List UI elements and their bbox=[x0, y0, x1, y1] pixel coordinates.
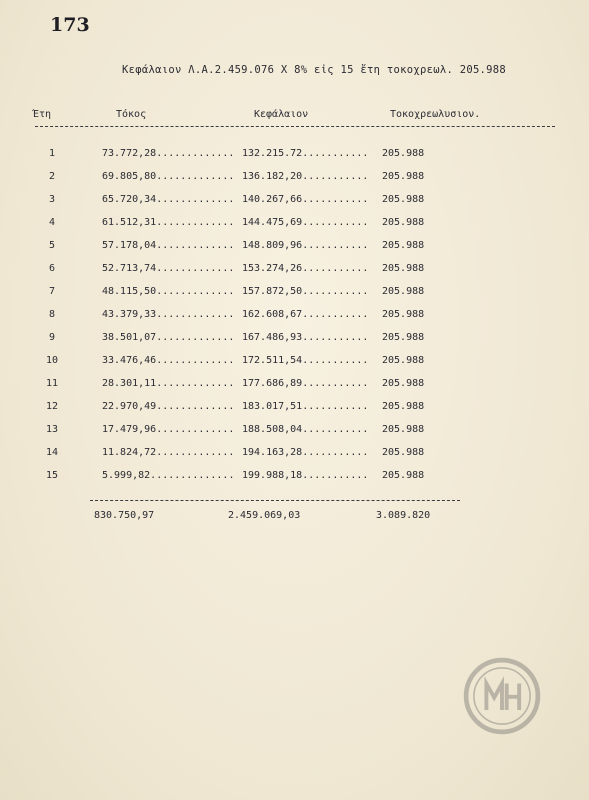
table-row bbox=[0, 148, 589, 171]
row-payment: 205.988 bbox=[382, 194, 425, 205]
dot-leader: ........... bbox=[302, 309, 369, 320]
row-interest: 69.805,80............. bbox=[102, 171, 235, 182]
dot-leader: ............. bbox=[156, 194, 235, 205]
row-payment: 205.988 bbox=[382, 424, 425, 435]
row-year: 11 bbox=[45, 378, 59, 389]
table-row bbox=[0, 424, 589, 447]
dot-leader: ........... bbox=[302, 286, 369, 297]
dot-leader: ............. bbox=[156, 240, 235, 251]
row-capital: 144.475,69........... bbox=[242, 217, 369, 228]
total-capital: 2.459.069,03 bbox=[228, 510, 301, 521]
dot-leader: ........... bbox=[302, 332, 369, 343]
table-row bbox=[0, 378, 589, 401]
row-year: 6 bbox=[48, 263, 56, 274]
table-row bbox=[0, 240, 589, 263]
dot-leader: ............. bbox=[156, 447, 235, 458]
header-year: Έτη bbox=[33, 109, 52, 120]
table-row bbox=[0, 470, 589, 493]
dot-leader: ............. bbox=[156, 309, 235, 320]
dot-leader: ............. bbox=[156, 171, 235, 182]
row-payment: 205.988 bbox=[382, 217, 425, 228]
table-row bbox=[0, 355, 589, 378]
dot-leader: ............. bbox=[156, 355, 235, 366]
table-row bbox=[0, 332, 589, 355]
row-interest: 65.720,34............. bbox=[102, 194, 235, 205]
dot-leader: ............. bbox=[156, 148, 235, 159]
row-payment: 205.988 bbox=[382, 240, 425, 251]
dot-leader: ........... bbox=[302, 378, 369, 389]
dot-leader: ........... bbox=[302, 424, 369, 435]
archive-stamp-icon bbox=[463, 657, 541, 735]
row-year: 14 bbox=[45, 447, 59, 458]
row-payment: 205.988 bbox=[382, 355, 425, 366]
row-interest: 57.178,04............. bbox=[102, 240, 235, 251]
row-interest: 22.970,49............. bbox=[102, 401, 235, 412]
total-interest: 830.750,97 bbox=[94, 510, 155, 521]
row-payment: 205.988 bbox=[382, 286, 425, 297]
header-capital: Κεφάλαιον bbox=[254, 109, 309, 120]
row-year: 7 bbox=[48, 286, 56, 297]
dot-leader: ............. bbox=[156, 286, 235, 297]
dot-leader: ............. bbox=[156, 263, 235, 274]
dot-leader: ............. bbox=[156, 378, 235, 389]
row-capital: 183.017,51........... bbox=[242, 401, 369, 412]
table-row bbox=[0, 263, 589, 286]
row-capital: 177.686,89........... bbox=[242, 378, 369, 389]
row-year: 13 bbox=[45, 424, 59, 435]
row-capital: 194.163,28........... bbox=[242, 447, 369, 458]
dot-leader: ........... bbox=[302, 263, 369, 274]
header-payment: Τοκοχρεωλυσιον. bbox=[390, 109, 481, 120]
row-interest: 48.115,50............. bbox=[102, 286, 235, 297]
dot-leader: ............. bbox=[156, 217, 235, 228]
table-row bbox=[0, 171, 589, 194]
row-year: 4 bbox=[48, 217, 56, 228]
folio-number bbox=[50, 14, 90, 36]
row-capital: 199.988,18........... bbox=[242, 470, 369, 481]
dot-leader: ............. bbox=[156, 332, 235, 343]
row-payment: 205.988 bbox=[382, 401, 425, 412]
dot-leader: ........... bbox=[302, 240, 369, 251]
dot-leader: ........... bbox=[302, 401, 369, 412]
row-payment: 205.988 bbox=[382, 470, 425, 481]
dot-leader: ........... bbox=[302, 148, 369, 159]
row-interest: 11.824,72............. bbox=[102, 447, 235, 458]
row-year: 12 bbox=[45, 401, 59, 412]
row-interest: 43.379,33............. bbox=[102, 309, 235, 320]
dot-leader: ............. bbox=[156, 401, 235, 412]
dot-leader: ........... bbox=[302, 194, 369, 205]
row-year: 8 bbox=[48, 309, 56, 320]
row-interest: 52.713,74............. bbox=[102, 263, 235, 274]
row-capital: 157.872,50........... bbox=[242, 286, 369, 297]
table-row bbox=[0, 217, 589, 240]
row-payment: 205.988 bbox=[382, 309, 425, 320]
amortization-rows bbox=[0, 148, 589, 493]
dot-leader: ........... bbox=[302, 470, 369, 481]
row-year: 9 bbox=[48, 332, 56, 343]
row-capital: 153.274,26........... bbox=[242, 263, 369, 274]
table-row bbox=[0, 447, 589, 470]
table-heading: Κεφάλαιον Λ.Α.2.459.076 Χ 8% εἰς 15 ἔτη τοκοχρεωλ. 205.988 bbox=[122, 64, 507, 76]
dot-leader: ........... bbox=[302, 217, 369, 228]
row-payment: 205.988 bbox=[382, 447, 425, 458]
row-interest: 61.512,31............. bbox=[102, 217, 235, 228]
row-capital: 148.809,96........... bbox=[242, 240, 369, 251]
row-interest: 17.479,96............. bbox=[102, 424, 235, 435]
header-rule bbox=[35, 126, 555, 127]
row-capital: 136.182,20........... bbox=[242, 171, 369, 182]
row-capital: 162.608,67........... bbox=[242, 309, 369, 320]
row-interest: 33.476,46............. bbox=[102, 355, 235, 366]
row-capital: 167.486,93........... bbox=[242, 332, 369, 343]
dot-leader: .............. bbox=[150, 470, 235, 481]
row-capital: 172.511,54........... bbox=[242, 355, 369, 366]
folio-main: 173 bbox=[50, 14, 90, 36]
row-capital: 140.267,66........... bbox=[242, 194, 369, 205]
row-capital: 188.508,04........... bbox=[242, 424, 369, 435]
row-capital: 132.215.72........... bbox=[242, 148, 369, 159]
header-interest: Τόκος bbox=[116, 109, 147, 120]
table-row bbox=[0, 194, 589, 217]
row-interest: 28.301,11............. bbox=[102, 378, 235, 389]
row-year: 15 bbox=[45, 470, 59, 481]
row-year: 3 bbox=[48, 194, 56, 205]
row-interest: 38.501,07............. bbox=[102, 332, 235, 343]
dot-leader: ........... bbox=[302, 355, 369, 366]
table-row bbox=[0, 401, 589, 424]
dot-leader: ........... bbox=[302, 171, 369, 182]
row-payment: 205.988 bbox=[382, 378, 425, 389]
dot-leader: ............. bbox=[156, 424, 235, 435]
row-year: 2 bbox=[48, 171, 56, 182]
row-payment: 205.988 bbox=[382, 332, 425, 343]
dot-leader: ........... bbox=[302, 447, 369, 458]
row-year: 5 bbox=[48, 240, 56, 251]
row-interest: 5.999,82.............. bbox=[102, 470, 235, 481]
row-year: 1 bbox=[48, 148, 56, 159]
table-row bbox=[0, 309, 589, 332]
table-row bbox=[0, 286, 589, 309]
total-payment: 3.089.820 bbox=[376, 510, 431, 521]
totals-rule bbox=[90, 500, 460, 501]
row-interest: 73.772,28............. bbox=[102, 148, 235, 159]
row-payment: 205.988 bbox=[382, 263, 425, 274]
row-payment: 205.988 bbox=[382, 171, 425, 182]
row-year: 10 bbox=[45, 355, 59, 366]
row-payment: 205.988 bbox=[382, 148, 425, 159]
